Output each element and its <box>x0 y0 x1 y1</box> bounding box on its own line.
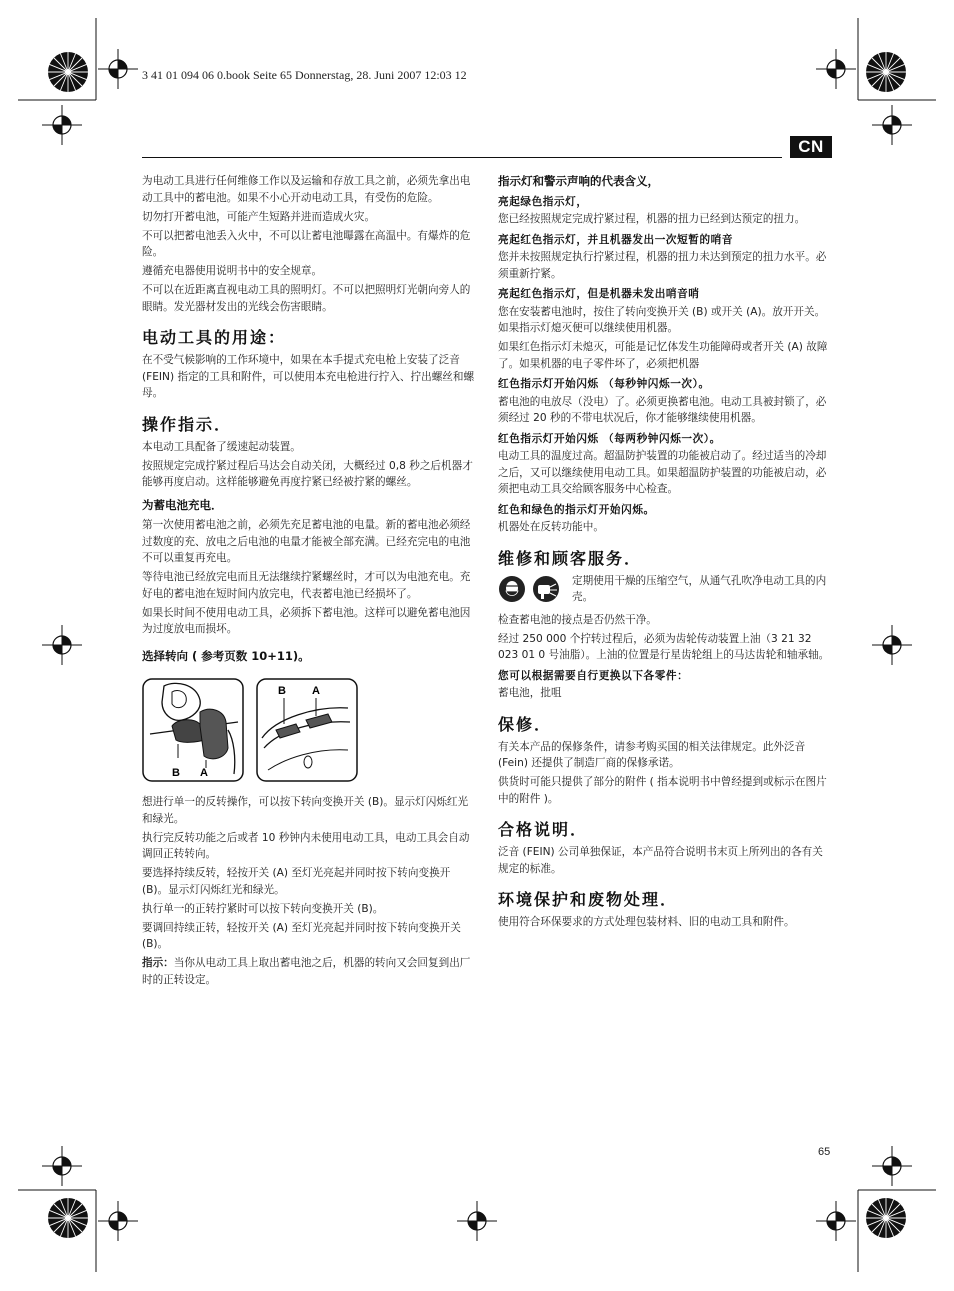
charge-text-1: 第一次使用蓄电池之前，必须先充足蓄电池的电量。新的蓄电池必须经过数度的充、放电之后电池的电量才能被全部充满。已经充完电的电池不可以重复再充电。 <box>142 519 471 564</box>
indicator-6-text: 机器处在反转功能中。 <box>498 521 604 533</box>
language-badge: CN <box>790 136 832 158</box>
indicator-3-title: 亮起红色指示灯，但是机器未发出哨音哨 <box>498 288 700 300</box>
air-blow-icon <box>532 575 560 603</box>
right-column <box>498 173 832 933</box>
indicator-4-title: 红色指示灯开始闪烁 （每秒钟闪烁一次）。 <box>498 378 710 390</box>
note-text: 当你从电动工具上取出蓄电池之后，机器的转向又会回复到出厂时的正转设定。 <box>142 957 471 986</box>
warranty-text-2: 供货时可能只提供了部分的附件 ( 指本说明书中曾经提到或标示在图片中的附件 )。 <box>498 776 827 805</box>
switch-illustration <box>142 678 358 782</box>
label-a-left: A <box>200 767 208 779</box>
safety-text-1: 为电动工具进行任何维修工作以及运输和存放工具之前，必须先拿出电动工具中的蓄电池。如果不小心开动电动工具，有受伤的危险。 <box>142 175 471 204</box>
conformity-heading: 合格说明． <box>498 820 589 839</box>
direction-text-5: 要调回持续正转，轻按开关 (A) 至灯光亮起并同时按下转向变换开关 (B)。 <box>142 921 461 950</box>
indicator-2-text: 您并未按照规定执行拧紧过程，机器的扭力未达到预定的扭力水平。必须重新拧紧。 <box>498 251 827 280</box>
safety-text-3: 不可以把蓄电池丢入火中，不可以让蓄电池曝露在高温中。有爆炸的危险。 <box>142 229 471 258</box>
label-b-left: B <box>172 767 180 779</box>
service-icon-text: 定期使用干燥的压缩空气，从通气孔吹净电动工具的内壳。 <box>572 574 827 603</box>
label-b-right: B <box>278 685 286 697</box>
operation-text-2: 按照规定完成拧紧过程后马达会自动关闭，大概经过 0,8 秒之后机器才能够再度启动。这样能够避免再度拧紧已经被拧紧的螺丝。 <box>142 459 473 488</box>
service-icon-row <box>498 573 832 606</box>
label-a-right: A <box>312 685 320 697</box>
switch-figure-right <box>256 678 358 782</box>
conformity-text: 泛音 (FEIN) 公司单独保证，本产品符合说明书末页上所列出的各有关规定的标准。 <box>498 846 823 875</box>
indicator-5-title: 红色指示灯开始闪烁 （每两秒钟闪烁一次）。 <box>498 432 721 445</box>
operation-text-1: 本电动工具配备了缓速起动装置。 <box>142 440 301 453</box>
service-text-2: 经过 250 000 个拧转过程后，必须为齿轮传动装置上油（3 21 32 023 01 0 号油脂）。上油的位置是行星齿轮组上的马达齿轮和轴承轴。 <box>498 632 830 661</box>
indicator-3-text-1: 您在安装蓄电池时，按住了转向变换开关 (B) 或开关 (A)。放开开关。如果指示灯熄灭便可以继续使用机器。 <box>498 305 826 334</box>
direction-text-4: 执行单一的正转拧紧时可以按下转向变换开关 (B)。 <box>142 902 384 915</box>
charge-heading: 为蓄电池充电． <box>142 497 223 512</box>
left-column <box>142 173 478 991</box>
indicator-4-text: 蓄电池的电放尽（没电）了。必须更换蓄电池。电动工具被封锁了，必须经过 20 秒的不带电状况后，你才能够继续使用机器。 <box>498 395 827 424</box>
switch-figure-left <box>142 678 244 782</box>
indicator-1-text: 您已经按照规定完成拧紧过程，机器的扭力已经到达预定的扭力。 <box>498 213 806 225</box>
indicator-1-title: 亮起绿色指示灯， <box>498 195 588 208</box>
parts-heading: 您可以根据需要自行更换以下各零件： <box>498 669 689 682</box>
parts-text: 蓄电池，批咀 <box>498 687 562 699</box>
direction-text-2: 执行完反转功能之后或者 10 秒钟内未使用电动工具，电动工具会自动调回正转转向。 <box>142 831 470 860</box>
safety-text-2: 切勿打开蓄电池，可能产生短路并进而造成火灾。 <box>142 210 376 223</box>
warranty-text-1: 有关本产品的保修条件，请参考购买国的相关法律规定。此外泛音 (Fein) 还提供了制造厂商的保修承诺。 <box>498 740 806 769</box>
purpose-heading: 电动工具的用途： <box>142 328 287 347</box>
indicator-5-text: 电动工具的温度过高。超温防护装置的功能被启动了。经过适当的冷却之后，又可以继续使用电动工具。如果超温防护装置的功能被启动，必须把电动工具交给顾客服务中心检查。 <box>498 450 827 495</box>
environment-heading: 环境保护和废物处理． <box>498 890 679 909</box>
file-info-header: 3 41 01 094 06 0.book Seite 65 Donnerstag, 28. Juni 2007 12:03 12 <box>142 68 467 82</box>
direction-text-3: 要选择持续反转，轻按开关 (A) 至灯光亮起并同时按下转向变换开 (B)。显示灯闪烁红光和绿光。 <box>142 867 451 896</box>
service-text-1: 检查蓄电池的接点是否仍然干净。 <box>498 613 657 626</box>
safety-text-4: 遵循充电器使用说明书中的安全规章。 <box>142 265 323 277</box>
page-number: 65 <box>818 1146 831 1158</box>
purpose-text: 在不受气候影响的工作环境中，如果在本手提式充电枪上安装了泛音 (FEIN) 指定的工具和附件，可以使用本充电枪进行拧入、拧出螺丝和螺母。 <box>142 354 475 399</box>
charge-text-2: 等待电池已经放完电而且无法继续拧紧螺丝时，才可以为电池充电。充好电的蓄电池在短时间内放完电，代表蓄电池已经损坏了。 <box>142 571 471 600</box>
indicator-2-title: 亮起红色指示灯，并且机器发出一次短暂的哨音 <box>498 233 734 246</box>
direction-note <box>142 955 478 988</box>
safety-text-5: 不可以在近距离直视电动工具的照明灯。不可以把照明灯光朝向旁人的眼睛。发光器材发出的光线会伤害眼睛。 <box>142 284 471 313</box>
service-icons <box>498 575 560 603</box>
indicator-heading: 指示灯和警示声响的代表含义， <box>498 174 659 188</box>
indicator-6-title: 红色和绿色的指示灯开始闪烁。 <box>498 503 655 516</box>
charge-text-3: 如果长时间不使用电动工具，必须拆下蓄电池。这样可以避免蓄电池因为过度放电而损坏。 <box>142 606 471 635</box>
indicator-3-text-2: 如果红色指示灯未熄灭，可能是记忆体发生功能障碍或者开关 (A) 故障了。如果机器的电子零件坏了，必须把机器 <box>498 341 828 370</box>
face-mask-icon <box>498 575 526 603</box>
warranty-heading: 保修． <box>498 714 553 734</box>
note-label: 指示： <box>142 957 174 969</box>
direction-heading: 选择转向 ( 参考页数 10+11)。 <box>142 648 310 663</box>
service-heading: 维修和顾客服务． <box>498 548 643 568</box>
header-rule <box>142 157 782 158</box>
environment-text: 使用符合环保要求的方式处理包装材料、旧的电动工具和附件。 <box>498 916 795 928</box>
operation-heading: 操作指示． <box>142 414 233 434</box>
direction-text-1: 想进行单一的反转操作，可以按下转向变换开关 (B)。显示灯闪烁红光和绿光。 <box>142 796 469 825</box>
